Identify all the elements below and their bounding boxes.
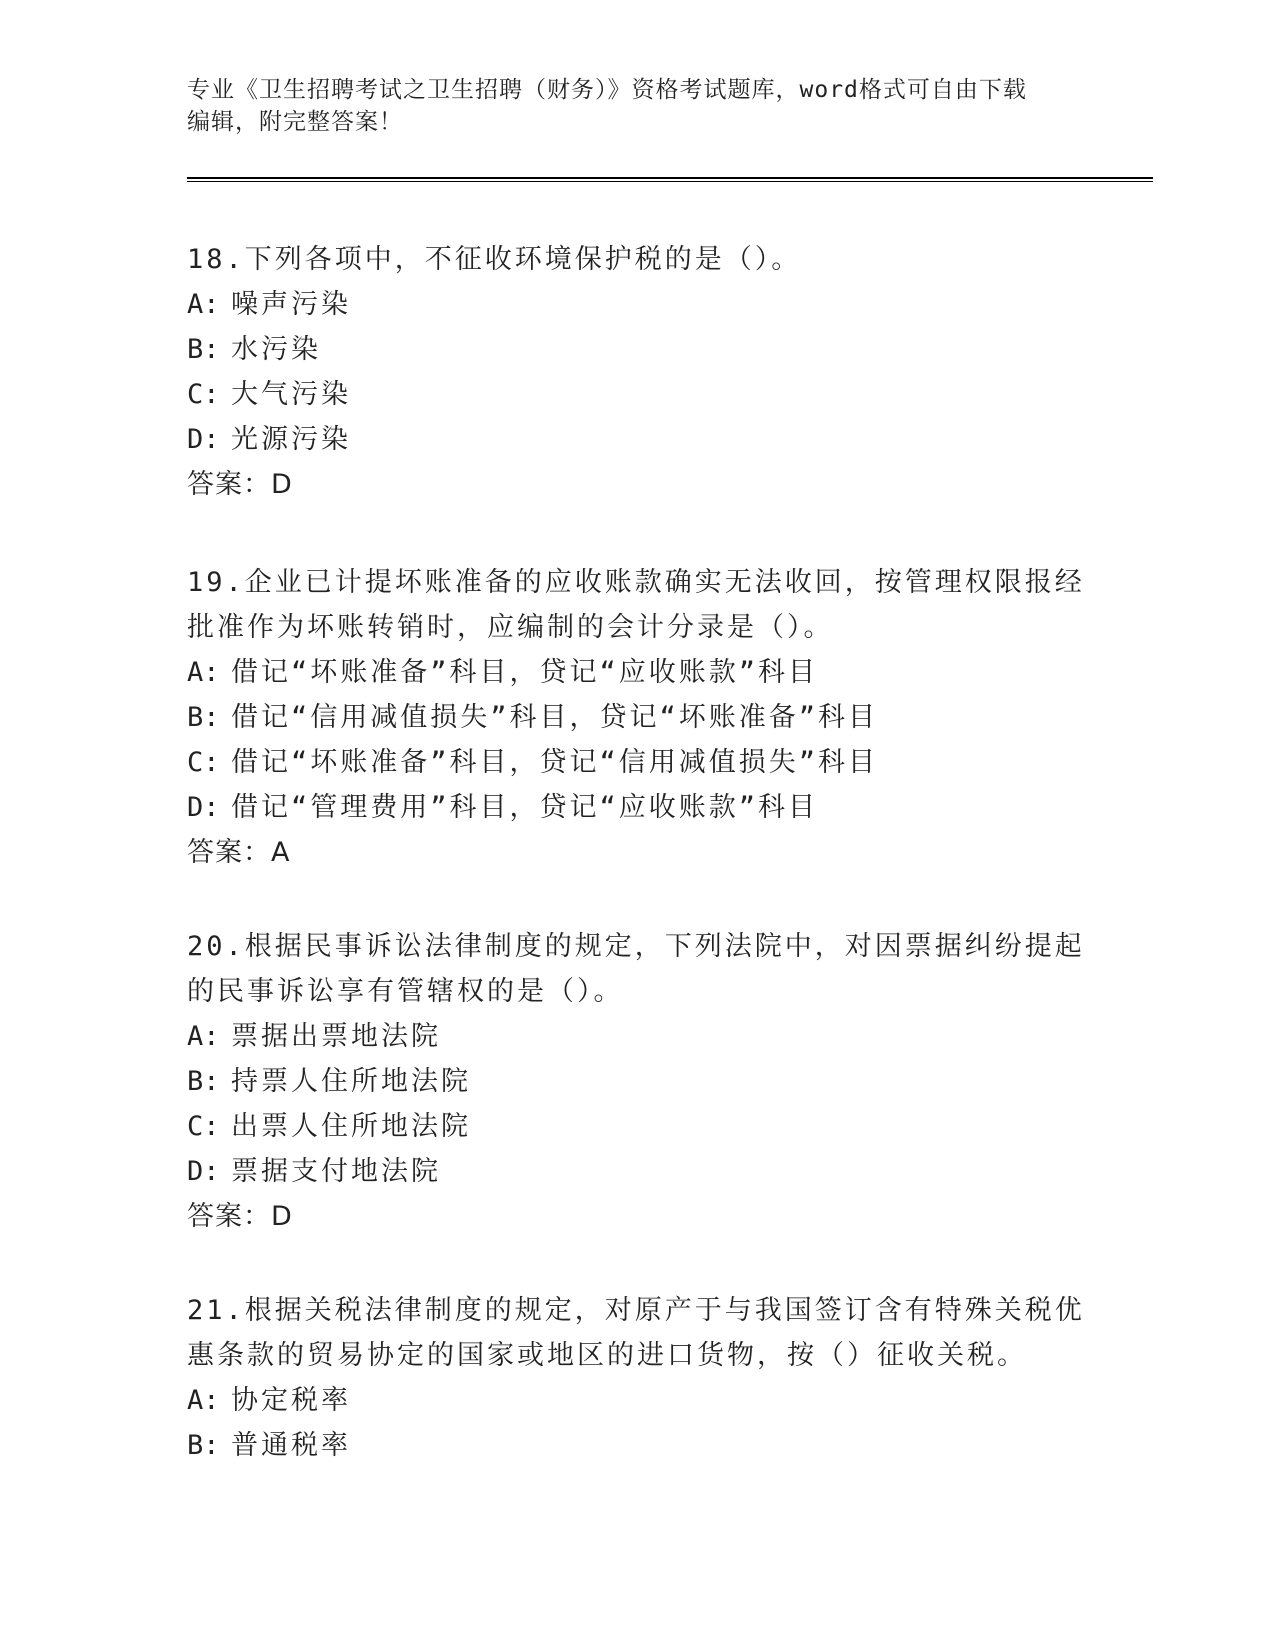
answer-line: 答案：A <box>187 837 291 868</box>
header-divider-thick <box>187 177 1153 179</box>
option-letter: D: <box>187 792 220 823</box>
option-text: 噪声污染 <box>231 289 351 320</box>
document-header <box>187 74 1087 138</box>
option-text: 持票人住所地法院 <box>231 1066 471 1097</box>
question-stem: 18.下列各项中，不征收环境保护税的是（）。 <box>187 244 802 275</box>
option-a <box>187 650 1087 695</box>
option-b <box>187 1059 1087 1104</box>
header-divider-thin <box>187 181 1153 182</box>
option-text: 借记“坏账准备”科目，贷记“信用减值损失”科目 <box>231 747 879 778</box>
option-letter: C: <box>187 747 220 778</box>
option-text: 借记“管理费用”科目，贷记“应收账款”科目 <box>231 792 819 823</box>
option-text: 借记“信用减值损失”科目，贷记“坏账准备”科目 <box>231 702 879 733</box>
option-text: 水污染 <box>231 334 321 365</box>
option-letter: D: <box>187 424 220 455</box>
option-letter: A: <box>187 1021 220 1052</box>
answer-line: 答案：D <box>187 1201 293 1232</box>
question-20 <box>187 924 1087 1239</box>
option-text: 大气污染 <box>231 379 351 410</box>
answer-line: 答案：D <box>187 469 293 500</box>
option-d <box>187 417 1087 462</box>
option-letter: B: <box>187 334 220 365</box>
question-21 <box>187 1288 1087 1468</box>
option-letter: A: <box>187 1385 220 1416</box>
option-letter: C: <box>187 1111 220 1142</box>
question-stem: 20.根据民事诉讼法律制度的规定，下列法院中，对因票据纠纷提起的民事诉讼享有管辖权的是（）。 <box>187 931 1085 1007</box>
option-text: 光源污染 <box>231 424 351 455</box>
option-text: 出票人住所地法院 <box>231 1111 471 1142</box>
question-18 <box>187 237 1087 507</box>
option-c <box>187 1104 1087 1149</box>
option-letter: C: <box>187 379 220 410</box>
option-c <box>187 740 1087 785</box>
option-text: 普通税率 <box>231 1430 351 1461</box>
question-19 <box>187 560 1087 875</box>
option-text: 协定税率 <box>231 1385 351 1416</box>
option-letter: B: <box>187 1430 220 1461</box>
option-a <box>187 282 1087 327</box>
option-d <box>187 785 1087 830</box>
header-line-2: 编辑，附完整答案！ <box>187 109 403 135</box>
option-letter: A: <box>187 657 220 688</box>
option-b <box>187 1423 1087 1468</box>
question-stem: 19.企业已计提坏账准备的应收账款确实无法收回，按管理权限报经批准作为坏账转销时，应编制的会计分录是（）。 <box>187 567 1085 643</box>
option-text: 借记“坏账准备”科目，贷记“应收账款”科目 <box>231 657 819 688</box>
option-text: 票据出票地法院 <box>231 1021 441 1052</box>
option-a <box>187 1014 1087 1059</box>
option-b <box>187 327 1087 372</box>
option-d <box>187 1149 1087 1194</box>
header-line-1: 专业《卫生招聘考试之卫生招聘（财务）》资格考试题库，word格式可自由下载 <box>187 77 1027 103</box>
question-stem: 21.根据关税法律制度的规定，对原产于与我国签订含有特殊关税优惠条款的贸易协定的国家或地区的进口货物，按（）征收关税。 <box>187 1295 1085 1371</box>
option-letter: B: <box>187 1066 220 1097</box>
option-b <box>187 695 1087 740</box>
option-letter: B: <box>187 702 220 733</box>
option-a <box>187 1378 1087 1423</box>
option-letter: A: <box>187 289 220 320</box>
option-c <box>187 372 1087 417</box>
option-letter: D: <box>187 1156 220 1187</box>
option-text: 票据支付地法院 <box>231 1156 441 1187</box>
